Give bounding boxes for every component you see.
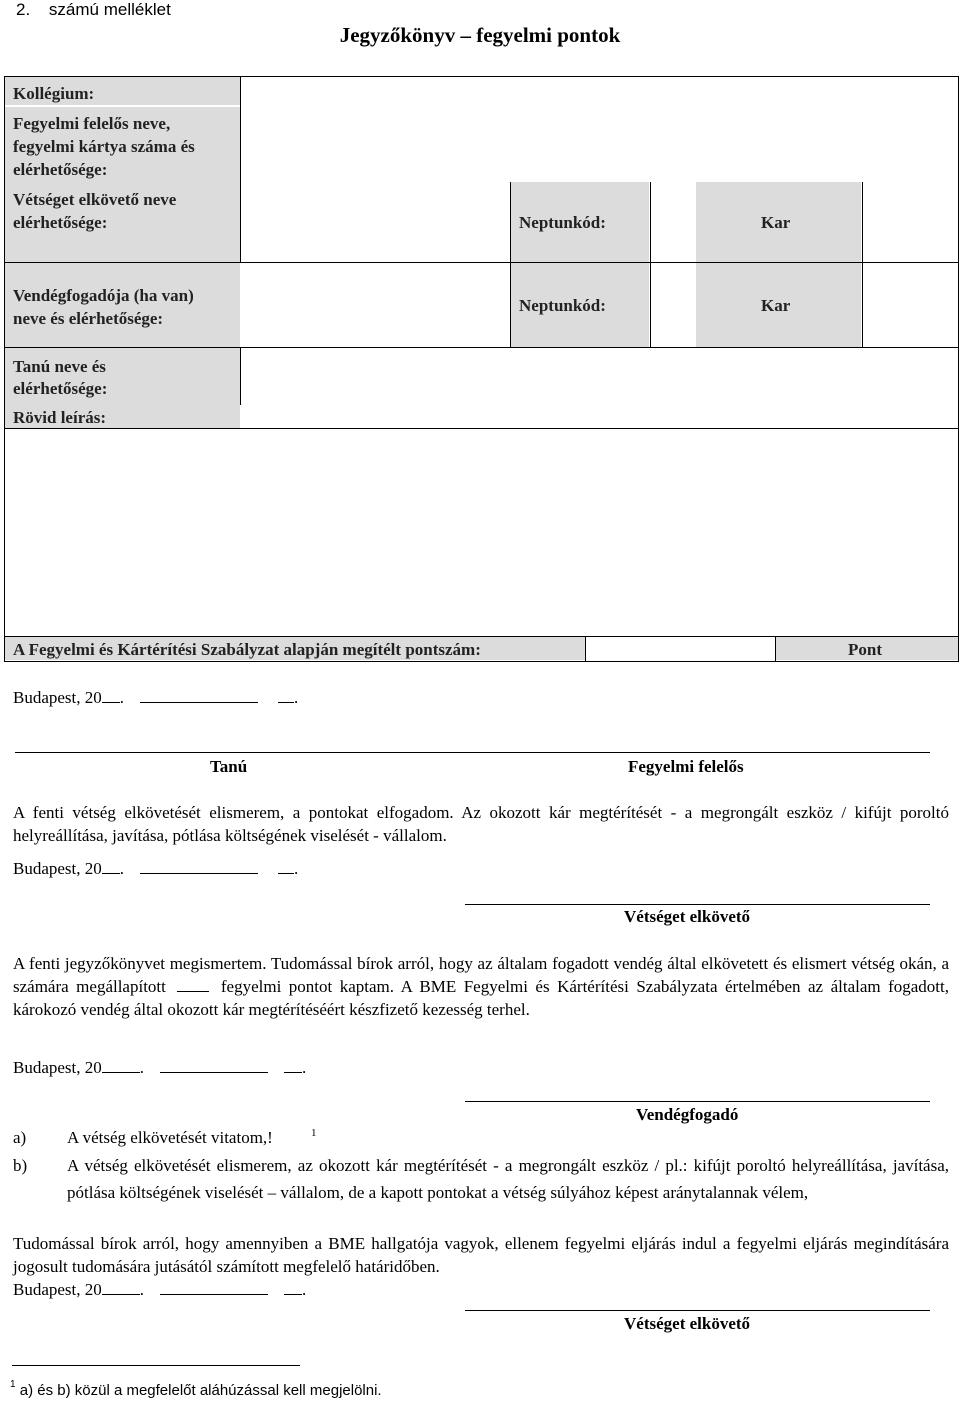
signature-line-3	[465, 1101, 930, 1102]
footnote-separator	[12, 1365, 300, 1366]
points-unit: Pont	[848, 640, 882, 659]
host-acknowledgement-paragraph: A fenti jegyzőkönyvet megismertem. Tudomással bírok arról, hogy az általam fogadott vendég által elkövetett és elismert vétség okán, a számára megállapított fegyelmi pontot kaptam. A BME Fegyelmi és Kártérítési Szabályzata értelmében az általam fogadott, károkozó vendég által okozott kár megtérítéséért készfizető kezesség terhel.	[13, 954, 949, 1019]
kar-label-2: Kar	[761, 296, 791, 315]
date-line-1: Budapest, 20 . .	[13, 688, 299, 707]
page-title: Jegyzőkönyv – fegyelmi pontok	[339, 23, 621, 47]
neptun-label: Neptunkód:	[519, 213, 606, 232]
kollegium-label: Kollégium:	[13, 84, 95, 103]
footnote-mark: 1	[10, 1379, 16, 1390]
responsible-label: Fegyelmi felelős neve, fegyelmi kártya száma és elérhetősége:	[13, 114, 195, 179]
acceptance-paragraph: A fenti vétség elkövetését elismerem, a pontokat elfogadom. Az okozott kár megtérítését - a megrongált eszköz / kifújt poroltó helyreállítása, javítása, pótlása költségének viselését - vállalom.	[13, 803, 949, 845]
witness-signature-label: Tanú	[210, 757, 248, 776]
responsible-field[interactable]	[242, 107, 957, 181]
annex-number: 2.	[16, 0, 31, 19]
footnote-text: a) és b) közül a megfelelőt aláhúzással kell megjelölni.	[19, 1382, 382, 1399]
date-line-2: Budapest, 20 . .	[13, 859, 299, 878]
signature-line-1	[15, 752, 930, 753]
points-field[interactable]	[587, 638, 774, 660]
description-label: Rövid leírás:	[13, 408, 107, 427]
host-neptun-field[interactable]	[652, 263, 695, 346]
option-b[interactable]	[13, 1152, 949, 1206]
witness-field[interactable]	[242, 348, 957, 427]
annex-text: számú melléklet	[48, 0, 171, 19]
footnote	[10, 1376, 382, 1402]
option-b-text: A vétség elkövetését elismerem, az okozott kár megtérítését - a megrongált eszköz / pl.: kifújt poroltó helyreállítása, javítása, pótlása költségének viselését – vállalom, de a kapott pontokat a vétség súlyához képest aránytalannak vélem,	[67, 1156, 949, 1202]
host-label: Vendégfogadója (ha van) neve és elérhetősége:	[13, 286, 194, 328]
option-a-text: A vétség elkövetését vitatom,!	[67, 1128, 273, 1147]
date-line-3: Budapest, 20 . .	[13, 1058, 307, 1077]
option-a-footnote-mark: 1	[311, 1127, 317, 1139]
offender-field[interactable]	[242, 183, 509, 261]
kar-label: Kar	[761, 213, 791, 232]
witness-label: Tanú neve és elérhetősége:	[13, 357, 108, 398]
description-field[interactable]	[6, 430, 957, 635]
host-signature-label: Vendégfogadó	[636, 1105, 739, 1124]
signature-line-2	[465, 904, 930, 905]
points-label: A Fegyelmi és Kártérítési Szabályzat alapján megítélt pontszám:	[13, 640, 481, 659]
offender-signature-label-2: Vétséget elkövető	[624, 1314, 751, 1333]
neptun-label-2: Neptunkód:	[519, 296, 606, 315]
option-a[interactable]	[13, 1127, 317, 1149]
host-field[interactable]	[242, 263, 509, 346]
signature-line-4	[465, 1310, 930, 1311]
option-a-label: a)	[13, 1128, 27, 1147]
offender-neptun-field[interactable]	[652, 183, 695, 261]
kollegium-field[interactable]	[242, 77, 957, 106]
date-line-4: Budapest, 20 . .	[13, 1280, 307, 1299]
offender-signature-label: Vétséget elkövető	[624, 907, 751, 926]
annex-label	[16, 0, 171, 20]
offender-kar-field[interactable]	[864, 183, 957, 261]
option-b-label: b)	[13, 1156, 28, 1175]
disciplinary-notice-paragraph: Tudomással bírok arról, hogy amennyiben a BME hallgatója vagyok, ellenem fegyelmi eljárás indul a fegyelmi eljárás megindítására jogosult tudomására jutásától számított megfelelő határidőben.	[13, 1234, 949, 1276]
host-kar-field[interactable]	[864, 263, 957, 346]
responsible-signature-label: Fegyelmi felelős	[628, 757, 744, 776]
offender-label: Vétséget elkövető neve elérhetősége:	[13, 190, 177, 232]
